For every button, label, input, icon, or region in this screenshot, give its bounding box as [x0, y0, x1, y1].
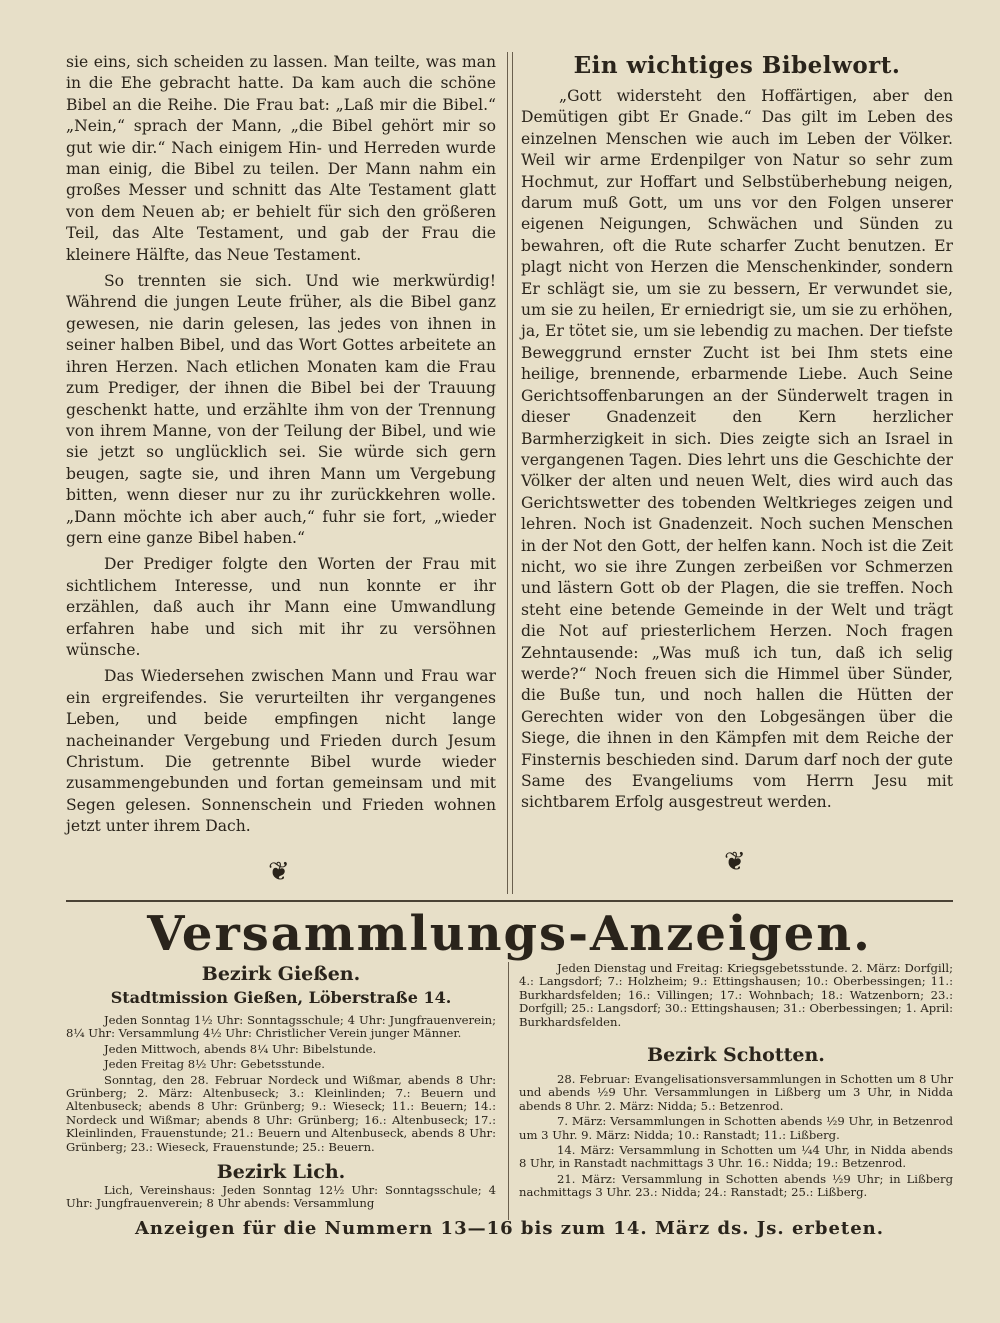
- story-paragraph-3: Der Prediger folgte den Worten der Frau mit sichtlichem Interesse, und nun konnte er ihr erzählen, daß auch ihr Mann eine Umwandlung erfahren habe und sich mit ihr zu versöhnen wünsche.: [66, 555, 496, 659]
- giessen-heading: Bezirk Gießen.: [201, 963, 361, 985]
- column-divider: [507, 52, 513, 894]
- section-divider: [66, 900, 953, 902]
- schotten-heading: Bezirk Schotten.: [647, 1044, 825, 1067]
- giessen-continuation: Jeden Dienstag und Freitag: Kriegsgebetsstunde. 2. März: Dorfgill; 4.: Langsdorf; 7.: Holzheim; 9.: Ettingshausen; 10.: Oberbessingen; 11.: Burkhardsfelden; 16.: Villingen; 17.: Wohnbach; 18.: Watzenborn; 23.: Dorfgill; 25.: Langsdorf; 30.: Ettingshausen; 31.: Oberbessingen; 1. April: Burkhardsfelden.: [519, 961, 953, 1029]
- bible-word-column: [521, 86, 953, 814]
- lich-line-1: Lich, Vereinshaus: Jeden Sonntag 12½ Uhr: Sonntagsschule; 4 Uhr: Jungfrauenverein; 8 Uhr abends: Versammlung: [66, 1183, 496, 1211]
- announcements-left-column: [66, 962, 496, 1213]
- giessen-line-1: Jeden Sonntag 1½ Uhr: Sonntagsschule; 4 Uhr: Jungfrauenverein; 8¼ Uhr: Versammlung 4½ Uhr: Christlicher Verein junger Männer.: [66, 1013, 496, 1041]
- giessen-line-3: Jeden Freitag 8½ Uhr: Gebetsstunde.: [104, 1057, 325, 1072]
- giessen-subheading: Stadtmission Gießen, Löberstraße 14.: [110, 988, 452, 1007]
- story-paragraph-4: Das Wiedersehen zwischen Mann und Frau war ein ergreifendes. Sie verurteilten ihr vergangenes Leben, und beide empfingen nicht lange nacheinander Vergebung und Frieden durch Jesum Christum. Die getrennte Bibel wurde wieder zusammengebunden und fortan gemeinsam und mit Segen gelesen. Sonnenschein und Frieden wohnen jetzt unter ihrem Dach.: [66, 667, 496, 836]
- giessen-line-2: Jeden Mittwoch, abends 8¼ Uhr: Bibelstunde.: [104, 1041, 377, 1056]
- announcements-title: Versammlungs-Anzeigen.: [147, 906, 872, 962]
- schotten-line-1: 28. Februar: Evangelisationsversammlungen in Schotten um 8 Uhr und abends ½9 Uhr. Versammlungen in Lißberg um 3 Uhr, in Nidda abends 8 Uhr. 2. März: Nidda; 5.: Betzenrod.: [519, 1072, 953, 1113]
- story-paragraph-2: So trennten sie sich. Und wie merkwürdig! Während die jungen Leute früher, als die Bibel ganz gewesen, nie darin gelesen, las jedes von ihnen in seiner halben Bibel, und das Wort Gottes arbeitete an ihren Herzen. Nach etlichen Monaten kam die Frau zum Prediger, der ihnen die Bibel bei der Trauung geschenkt hatte, und erzählte ihm von der Trennung von ihrem Manne, von der Teilung der Bibel, und wie sie jetzt so unglücklich sei. Sie würde sich gern beugen, sagte sie, und ihren Mann um Vergebung bitten, wenn dieser nur zu ihr zurückkehren wolle. „Dann möchte ich aber auch,“ fuhr sie fort, „wieder gern eine ganze Bibel haben.“: [66, 272, 496, 547]
- lich-heading: Bezirk Lich.: [216, 1161, 346, 1184]
- schotten-line-3: 14. März: Versammlung in Schotten um ¼4 Uhr, in Nidda abends 8 Uhr, in Ranstadt nachmittags 3 Uhr. 16.: Nidda; 19.: Betzenrod.: [519, 1143, 953, 1171]
- schotten-line-2: 7. März: Versammlungen in Schotten abends ½9 Uhr, in Betzenrod um 3 Uhr. 9. März: Nidda; 10.: Ranstadt; 11.: Lißberg.: [519, 1114, 953, 1142]
- schotten-line-4: 21. März: Versammlung in Schotten abends ½9 Uhr; in Lißberg nachmittags 3 Uhr. 23.: Nidda; 24.: Ranstadt; 25.: Lißberg.: [519, 1171, 953, 1200]
- bible-word-title: Ein wichtiges Bibelwort.: [573, 52, 901, 79]
- bible-word-paragraph: „Gott widersteht den Hoffärtigen, aber den Demütigen gibt Er Gnade.“ Das gilt im Leben des einzelnen Menschen wie auch im Leben der Völker. Weil wir arme Erdenpilger von Natur so sehr zum Hochmut, zur Hoffart und Selbstüberhebung neigen, darum muß Gott, um uns vor den Folgen unserer eigenen Neigungen, Schwächen und Sünden zu bewahren, oft die Rute scharfer Zucht benutzen. Er plagt nicht von Herzen die Menschenkinder, sondern Er schlägt sie, um sie zu bessern, Er verwundet sie, um sie zu heilen, Er erniedrigt sie, um sie zu erhöhen, ja, Er tötet sie, um sie lebendig zu machen. Der tiefste Beweggrund ernster Zucht ist bei Ihm stets eine heilige, brennende, erbarmende Liebe. Auch Seine Gerichtsoffenbarungen an der Sünderwelt tragen in dieser Gnadenzeit den Kern herzlicher Barmherzigkeit in sich. Dies zeigte sich an Israel in vergangenen Tagen. Dies lehrt uns die Geschichte der Völker der alten und neuen Welt, dies wird auch das Gerichtswetter des tobenden Weltkrieges zeigen und lehren. Noch ist Gnadenzeit. Noch suchen Menschen in der Not den Gott, der helfen kann. Noch ist die Zeit nicht, wo sie ihre Zungen zerbeißen vor Schmerzen und lästern Gott ob der Plagen, die sie treffen. Noch steht eine betende Gemeinde in der Welt und trägt die Not auf priesterlichem Herzen. Noch fragen Zehntausende: „Was muß ich tun, daß ich selig werde?“ Noch freuen sich die Himmel über Sünder, die Buße tun, und noch hallen die Hütten der Gerechten wider von den Lobgesängen über die Siege, die ihnen in den Kämpfen mit dem Reiche der Finsternis beschieden sind. Darum darf noch der gute Same des Evangeliums vom Herrn Jesu mit sichtbarem Erfolg ausgestreut werden.: [521, 87, 953, 812]
- announcements-right-column: [519, 962, 953, 1202]
- story-paragraph-1: sie eins, sich scheiden zu lassen. Man teilte, was man in die Ehe gebracht hatte. Da kam auch die schöne Bibel an die Reihe. Die Frau bat: „Laß mir die Bibel.“ „Nein,“ sprach der Mann, „die Bibel gehört mir so gut wie dir.“ Nach einigem Hin- und Herreden wurde man einig, die Bibel zu teilen. Der Mann nahm ein großes Messer und schnitt das Alte Testament glatt von dem Neuen ab; er behielt für sich den größeren Teil, das Alte Testament, und gab der Frau die kleinere Hälfte, das Neue Testament.: [66, 53, 496, 264]
- story-end-ornament-icon: ❦: [268, 857, 290, 887]
- bible-word-end-ornament-icon: ❦: [724, 847, 746, 877]
- giessen-line-4: Sonntag, den 28. Februar Nordeck und Wißmar, abends 8 Uhr: Grünberg; 2. März: Altenbuseck; 3.: Kleinlinden; 7.: Beuern und Altenbuseck; abends 8 Uhr: Grünberg; 9.: Wieseck; 11.: Beuern; 14.: Nordeck und Wißmar; abends 8 Uhr: Grünberg; 16.: Altenbuseck; 17.: Kleinlinden, Frauenstunde; 21.: Beuern und Altenbuseck, abends 8 Uhr: Grünberg; 23.: Wieseck, Frauenstunde; 25.: Beuern.: [66, 1072, 496, 1154]
- story-column: [66, 52, 496, 838]
- announcements-footer: Anzeigen für die Nummern 13—16 bis zum 14. März ds. Js. erbeten.: [134, 1218, 885, 1239]
- announcements-divider: [508, 962, 509, 1220]
